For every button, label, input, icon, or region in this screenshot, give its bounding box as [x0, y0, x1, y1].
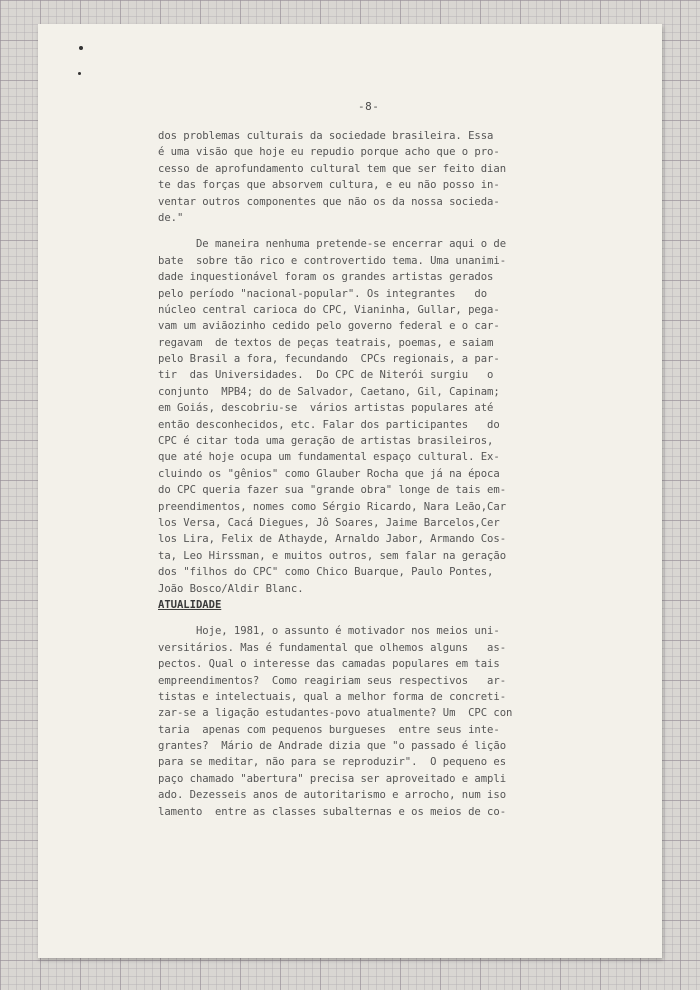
text-line: para se meditar, não para se reproduzir". O pequeno es — [158, 756, 507, 769]
text-line: que até hoje ocupa um fundamental espaço cultural. Ex- — [158, 451, 500, 464]
text-line: los Versa, Cacá Diegues, Jô Soares, Jaime Barcelos,Cer — [158, 516, 500, 529]
text-line: ado. Dezesseis anos de autoritarismo e arrocho, num iso — [158, 789, 507, 802]
text-line: bate sobre tão rico e controvertido tema. Uma unanimi- — [158, 254, 507, 267]
text-line: CPC é citar toda uma geração de artistas brasileiros, — [158, 435, 494, 448]
text-line: pelo período "nacional-popular". Os integrantes do — [158, 287, 488, 300]
text-line: paço chamado "abertura" precisa ser aproveitado e ampli — [158, 772, 507, 785]
paragraph-atualidade — [158, 623, 578, 820]
text-line: pelo Brasil a fora, fecundando CPCs regionais, a par- — [158, 353, 500, 366]
text-line: é uma visão que hoje eu repudio porque acho que o pro- — [158, 146, 500, 159]
text-line: regavam de textos de peças teatrais, poemas, e saiam — [158, 336, 494, 349]
paragraph-artists — [158, 236, 578, 597]
text-line: dade inquestionável foram os grandes artistas gerados — [158, 271, 494, 284]
body-text — [158, 128, 578, 820]
text-line: empreendimentos? Como reagiriam seus respectivos ar- — [158, 674, 507, 687]
page-number: -8- — [358, 100, 380, 113]
text-line: grantes? Mário de Andrade dizia que "o passado é lição — [158, 740, 507, 753]
text-line: em Goiás, descobriu-se vários artistas populares até — [158, 402, 494, 415]
text-line: los Lira, Felix de Athayde, Arnaldo Jabor, Armando Cos- — [158, 533, 507, 546]
text-line: do CPC queria fazer sua "grande obra" longe de tais em- — [158, 484, 507, 497]
text-line: vam um aviãozinho cedido pelo governo federal e o car- — [158, 320, 500, 333]
text-line: cluindo os "gênios" como Glauber Rocha que já na época — [158, 467, 500, 480]
text-line: ta, Leo Hirssman, e muitos outros, sem falar na geração — [158, 549, 507, 562]
typewritten-page — [38, 24, 662, 958]
text-line: te das forças que absorvem cultura, e eu não posso in- — [158, 179, 500, 192]
section-heading: ATUALIDADE — [158, 598, 222, 611]
text-line: Hoje, 1981, o assunto é motivador nos meios uni- — [158, 625, 500, 638]
text-line: dos "filhos do CPC" como Chico Buarque, Paulo Pontes, — [158, 566, 494, 579]
text-line: cesso de aprofundamento cultural tem que ser feito dian — [158, 162, 507, 175]
text-line: zar-se a ligação estudantes-povo atualmente? Um CPC con — [158, 707, 513, 720]
text-line: ventar outros componentes que não os da nossa socieda- — [158, 195, 500, 208]
text-line: núcleo central carioca do CPC, Vianinha, Gullar, pega- — [158, 303, 500, 316]
paragraph-quote-end — [158, 128, 578, 226]
text-line: então desconhecidos, etc. Falar dos participantes do — [158, 418, 500, 431]
text-line: taria apenas com pequenos burgueses entre seus inte- — [158, 723, 500, 736]
text-line: versitários. Mas é fundamental que olhemos alguns as- — [158, 641, 507, 654]
text-line: tir das Universidades. Do CPC de Niterói surgiu o — [158, 369, 494, 382]
text-line: preendimentos, nomes como Sérgio Ricardo, Nara Leão,Car — [158, 500, 507, 513]
paper-mark — [78, 72, 81, 75]
text-line: tistas e intelectuais, qual a melhor forma de concreti- — [158, 690, 507, 703]
text-line: pectos. Qual o interesse das camadas populares em tais — [158, 658, 500, 671]
text-line: conjunto MPB4; do de Salvador, Caetano, Gil, Capinam; — [158, 385, 500, 398]
text-line: De maneira nenhuma pretende-se encerrar aqui o de — [158, 238, 507, 251]
paper-mark — [79, 46, 83, 50]
text-line: João Bosco/Aldir Blanc. — [158, 582, 304, 595]
text-line: lamento entre as classes subalternas e os meios de co- — [158, 805, 507, 818]
text-line: de." — [158, 211, 184, 224]
text-line: dos problemas culturais da sociedade brasileira. Essa — [158, 130, 494, 142]
